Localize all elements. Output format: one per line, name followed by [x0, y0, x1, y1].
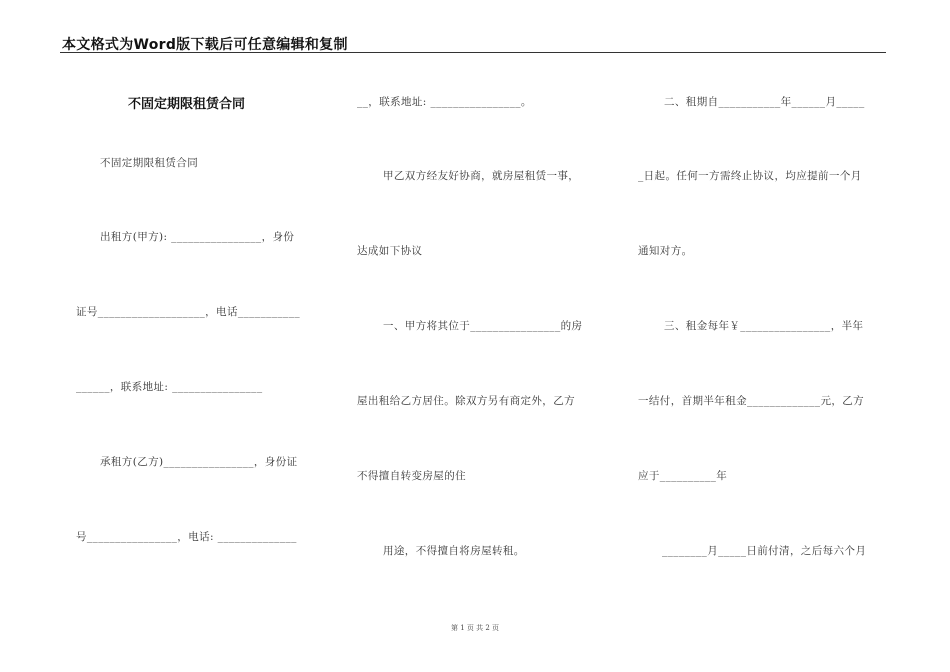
paragraph-line: 一、甲方将其位于________________的房: [383, 320, 583, 332]
header-divider: [60, 52, 886, 53]
paragraph-line: 承租方(乙方)________________，身份证: [100, 456, 298, 468]
paragraph-line: 达成如下协议: [357, 245, 423, 257]
paragraph-line: ________月_____日前付清，之后每六个月: [662, 545, 867, 557]
paragraph-line: 出租方(甲方): ________________，身份: [100, 231, 295, 243]
paragraph-line: 甲乙双方经友好协商，就房屋租赁一事，: [383, 170, 580, 182]
document-header: 本文格式为Word版下载后可任意编辑和复制: [62, 37, 348, 53]
paragraph-line: 三、租金每年￥________________，半年: [664, 320, 864, 332]
paragraph-line: _日起。任何一方需终止协议，均应提前一个月: [638, 170, 862, 182]
paragraph-line: 一结付，首期半年租金_____________元，乙方: [638, 395, 865, 407]
contract-title: 不固定期限租赁合同: [128, 97, 246, 112]
paragraph-line: 号________________，电话: ______________: [76, 531, 297, 543]
paragraph-line: 二、租期自___________年______月_____: [664, 96, 865, 108]
paragraph-line: 通知对方。: [638, 245, 693, 257]
paragraph-line: 应于__________年: [638, 470, 728, 482]
paragraph-line: 屋出租给乙方居住。除双方另有商定外，乙方: [357, 395, 575, 407]
page-number: 第 1 页 共 2 页: [450, 624, 500, 632]
paragraph-line: 不固定期限租赁合同: [100, 157, 199, 169]
paragraph-line: 证号___________________，电话___________: [76, 306, 300, 318]
paragraph-line: 不得擅自转变房屋的住: [357, 470, 466, 482]
paragraph-line: 用途，不得擅自将房屋转租。: [383, 545, 525, 557]
paragraph-line: __，联系地址: ________________。: [357, 96, 532, 108]
paragraph-line: ______，联系地址: ________________: [76, 381, 263, 393]
